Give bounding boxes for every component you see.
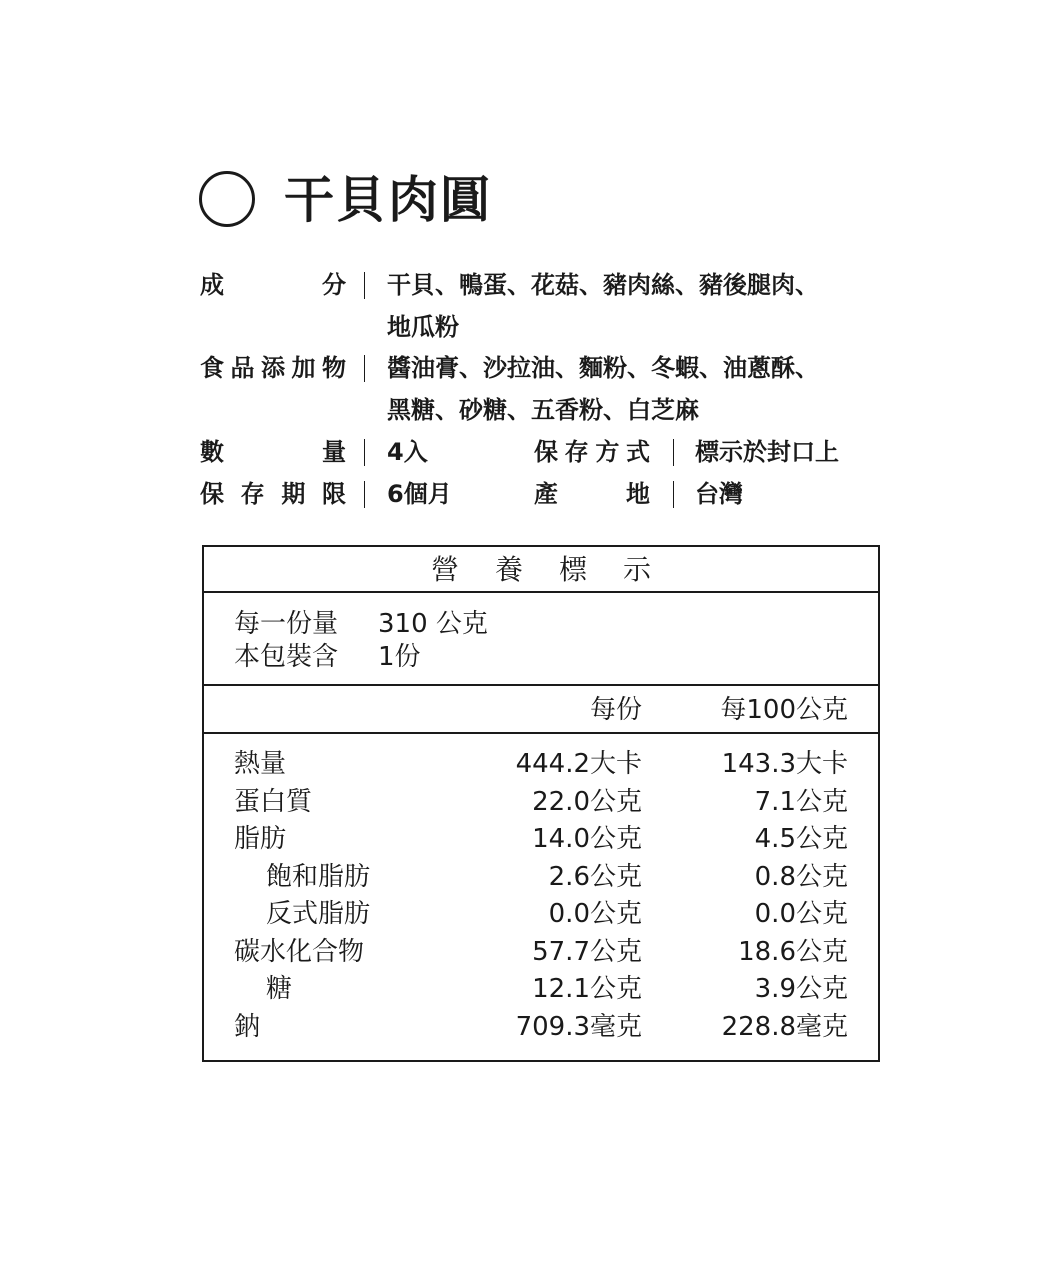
col-per-serving-header: 每份 bbox=[589, 695, 642, 725]
nutrient-name: 糖 bbox=[266, 974, 293, 1004]
nutrient-per-serving: 2.6公克 bbox=[548, 861, 642, 892]
nutrient-name: 脂肪 bbox=[234, 824, 287, 854]
storage-label: 保 存 方 式 bbox=[534, 438, 650, 466]
additives-row bbox=[0, 351, 1062, 385]
separator bbox=[364, 272, 365, 299]
separator bbox=[364, 355, 365, 382]
divider bbox=[204, 684, 878, 686]
nutrient-row bbox=[204, 971, 878, 1008]
nutrient-row bbox=[204, 934, 878, 971]
additives-row-cont bbox=[0, 393, 1062, 427]
nutrient-per-100g: 0.0公克 bbox=[754, 899, 848, 929]
nutrient-name: 碳水化合物 bbox=[234, 936, 365, 967]
nutrient-name: 鈉 bbox=[234, 1011, 261, 1042]
nutrient-per-serving: 0.0公克 bbox=[548, 899, 642, 929]
nutrient-row bbox=[204, 896, 878, 933]
nutrient-per-100g: 143.3大卡 bbox=[721, 749, 848, 779]
nutrient-per-100g: 3.9公克 bbox=[754, 974, 848, 1004]
nutrient-per-100g: 228.8毫克 bbox=[721, 1011, 848, 1042]
nutrient-name: 反式脂肪 bbox=[266, 899, 371, 929]
nutrient-per-serving: 22.0公克 bbox=[532, 786, 642, 817]
serving-size-value: 310 公克 bbox=[378, 609, 488, 639]
col-per-100g-header: 每100公克 bbox=[720, 695, 848, 725]
servings-label: 本包裝含 bbox=[234, 642, 339, 672]
quantity-storage-row bbox=[0, 435, 1062, 469]
nutrient-row bbox=[204, 859, 878, 896]
ingredients-value-line1: 干貝、鴨蛋、花菇、豬肉絲、豬後腿肉、 bbox=[387, 271, 819, 299]
shelf-origin-row bbox=[0, 477, 1062, 511]
additives-label: 食 品 添 加 物 bbox=[200, 354, 346, 382]
nutrient-name: 飽和脂肪 bbox=[266, 861, 371, 892]
nutrition-title: 營養標示 bbox=[430, 553, 687, 586]
nutrient-name: 蛋白質 bbox=[234, 786, 313, 817]
separator bbox=[364, 439, 365, 466]
ingredients-value-line2: 地瓜粉 bbox=[387, 313, 459, 341]
quantity-value: 4入 bbox=[387, 438, 428, 466]
nutrient-per-100g: 4.5公克 bbox=[754, 824, 848, 854]
servings-line bbox=[234, 640, 421, 674]
origin-label: 產 地 bbox=[534, 480, 650, 508]
title-circle-icon bbox=[199, 171, 255, 227]
nutrient-per-serving: 12.1公克 bbox=[532, 974, 642, 1004]
nutrient-per-serving: 57.7公克 bbox=[532, 936, 642, 967]
separator bbox=[673, 439, 674, 466]
nutrition-table bbox=[202, 545, 880, 1062]
ingredients-label: 成 分 bbox=[200, 271, 346, 299]
additives-value-line1: 醬油膏、沙拉油、麵粉、冬蝦、油蔥酥、 bbox=[387, 354, 819, 382]
nutrient-name: 熱量 bbox=[234, 749, 287, 779]
ingredients-row-cont bbox=[0, 310, 1062, 344]
nutrient-per-100g: 7.1公克 bbox=[754, 786, 848, 817]
divider bbox=[204, 591, 878, 593]
separator bbox=[364, 481, 365, 508]
additives-value-line2: 黑糖、砂糖、五香粉、白芝麻 bbox=[387, 396, 699, 424]
serving-size-label: 每一份量 bbox=[234, 609, 339, 639]
shelf-life-label: 保 存 期 限 bbox=[200, 480, 346, 508]
servings-value: 1份 bbox=[378, 642, 421, 672]
nutrient-per-100g: 18.6公克 bbox=[738, 936, 848, 967]
product-title: 干貝肉圓 bbox=[284, 170, 492, 229]
nutrient-row bbox=[204, 784, 878, 821]
quantity-label: 數 量 bbox=[200, 438, 346, 466]
storage-value: 標示於封口上 bbox=[695, 438, 839, 466]
nutrient-per-serving: 14.0公克 bbox=[532, 824, 642, 854]
divider bbox=[204, 732, 878, 734]
origin-value: 台灣 bbox=[695, 480, 743, 508]
ingredients-row bbox=[0, 268, 1062, 302]
separator bbox=[673, 481, 674, 508]
nutrient-row bbox=[204, 746, 878, 783]
serving-size-line bbox=[234, 607, 488, 641]
nutrient-per-serving: 444.2大卡 bbox=[515, 749, 642, 779]
nutrient-row bbox=[204, 1009, 878, 1046]
shelf-life-value: 6個月 bbox=[387, 480, 452, 508]
nutrient-per-100g: 0.8公克 bbox=[754, 861, 848, 892]
nutrient-row bbox=[204, 821, 878, 858]
nutrient-per-serving: 709.3毫克 bbox=[515, 1011, 642, 1042]
